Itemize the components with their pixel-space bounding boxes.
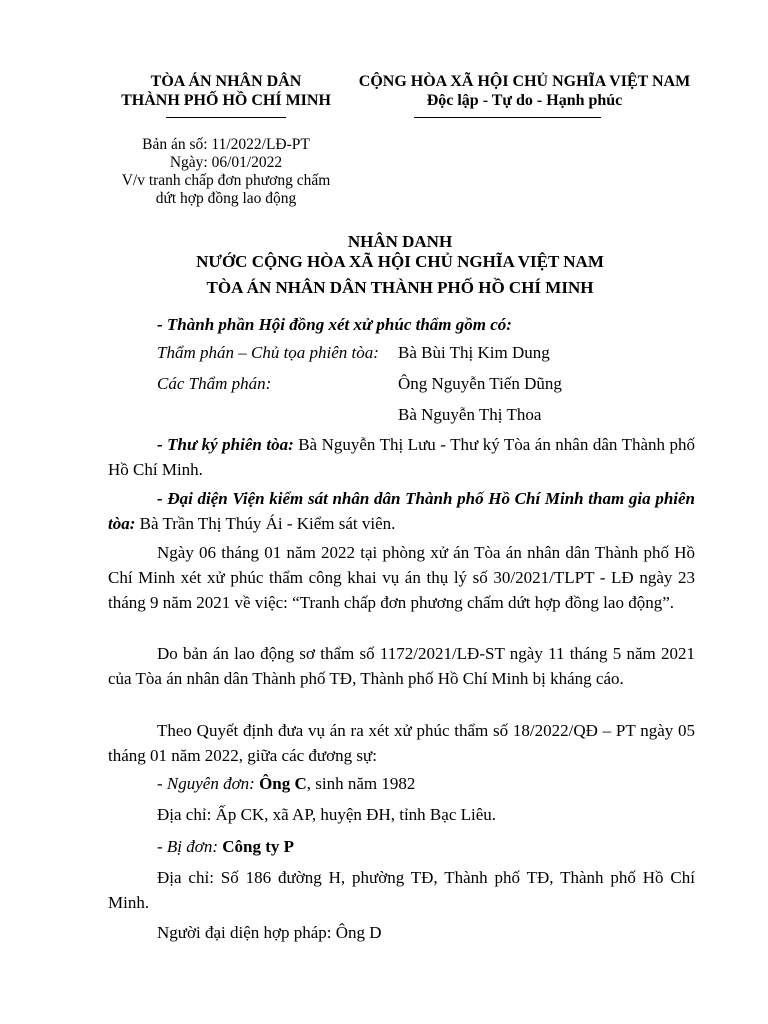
procuracy-text: Bà Trần Thị Thúy Ái - Kiểm sát viên. — [135, 514, 396, 533]
clerk-text: Bà Nguyễn Thị Lưu - Thư ký Tòa án nhân dân Thành phố Hồ Chí Minh. — [108, 435, 695, 479]
motto-underline — [414, 117, 601, 118]
presiding-judge-label: Thẩm phán – Chủ tọa phiên tòa: — [157, 343, 379, 362]
clerk-paragraph — [108, 432, 695, 482]
judge-name: Ông Nguyễn Tiến Dũng — [398, 374, 562, 393]
clerk-label: - Thư ký phiên tòa: — [157, 435, 294, 454]
plaintiff-line — [157, 771, 415, 796]
defendant-representative: Người đại diện hợp pháp: Ông D — [157, 923, 382, 942]
court-underline — [166, 117, 286, 118]
hearing-paragraph: Ngày 06 tháng 01 năm 2022 tại phòng xử án Tòa án nhân dân Thành phố Hồ Chí Minh xét xử phúc thẩm công khai vụ án thụ lý số 30/2021/TLPT - LĐ ngày 23 tháng 9 năm 2021 về việc: “Tranh chấp đơn phương chấm dứt hợp đồng lao động”. — [108, 543, 695, 612]
plaintiff-address: Địa chỉ: Ấp CK, xã AP, huyện ĐH, tỉnh Bạc Liêu. — [157, 805, 497, 824]
procuracy-label: - Đại diện Viện kiểm sát nhân dân Thành phố Hồ Chí Minh tham gia phiên tòa: — [108, 489, 695, 533]
plaintiff-label: - Nguyên đơn: — [157, 774, 255, 793]
title-court: TÒA ÁN NHÂN DÂN THÀNH PHỐ HỒ CHÍ MINH — [206, 278, 594, 297]
case-subject-line2: dứt hợp đồng lao động — [155, 190, 297, 207]
presiding-judge-name: Bà Bùi Thị Kim Dung — [398, 343, 550, 362]
nation-title: CỘNG HÒA XÃ HỘI CHỦ NGHĨA VIỆT NAM — [358, 73, 691, 90]
title-in-the-name: NHÂN DANH — [347, 232, 453, 251]
defendant-line — [157, 834, 294, 859]
panel-heading: - Thành phần Hội đồng xét xử phúc thẩm gồm có: — [157, 315, 512, 334]
defendant-name: Công ty P — [222, 837, 295, 856]
judges-label: Các Thẩm phán: — [157, 374, 272, 393]
judgment-date: Ngày: 06/01/2022 — [169, 154, 283, 171]
title-country: NƯỚC CỘNG HÒA XÃ HỘI CHỦ NGHĨA VIỆT NAM — [196, 252, 604, 271]
defendant-address: Địa chỉ: Số 186 đường H, phường TĐ, Thành phố TĐ, Thành phố Hồ Chí Minh. — [108, 868, 695, 912]
nation-motto: Độc lập - Tự do - Hạnh phúc — [426, 92, 623, 109]
procuracy-paragraph — [108, 486, 695, 536]
defendant-label: - Bị đơn: — [157, 837, 219, 856]
court-name-line1: TÒA ÁN NHÂN DÂN — [150, 73, 302, 90]
judgment-number: Bản án số: 11/2022/LĐ-PT — [142, 136, 310, 153]
plaintiff-name: Ông C — [259, 774, 307, 793]
appeal-paragraph: Do bản án lao động sơ thẩm số 1172/2021/LĐ-ST ngày 11 tháng 5 năm 2021 của Tòa án nhân dân Thành phố TĐ, Thành phố Hồ Chí Minh bị kháng cáo. — [108, 644, 695, 688]
decision-paragraph: Theo Quyết định đưa vụ án ra xét xử phúc thẩm số 18/2022/QĐ – PT ngày 05 tháng 01 năm 2022, giữa các đương sự: — [108, 721, 695, 765]
court-name-line2: THÀNH PHỐ HỒ CHÍ MINH — [121, 92, 331, 109]
judge-name: Bà Nguyễn Thị Thoa — [398, 405, 542, 424]
case-subject-line1: V/v tranh chấp đơn phương chấm — [121, 172, 331, 189]
plaintiff-birth: , sinh năm 1982 — [306, 774, 416, 793]
